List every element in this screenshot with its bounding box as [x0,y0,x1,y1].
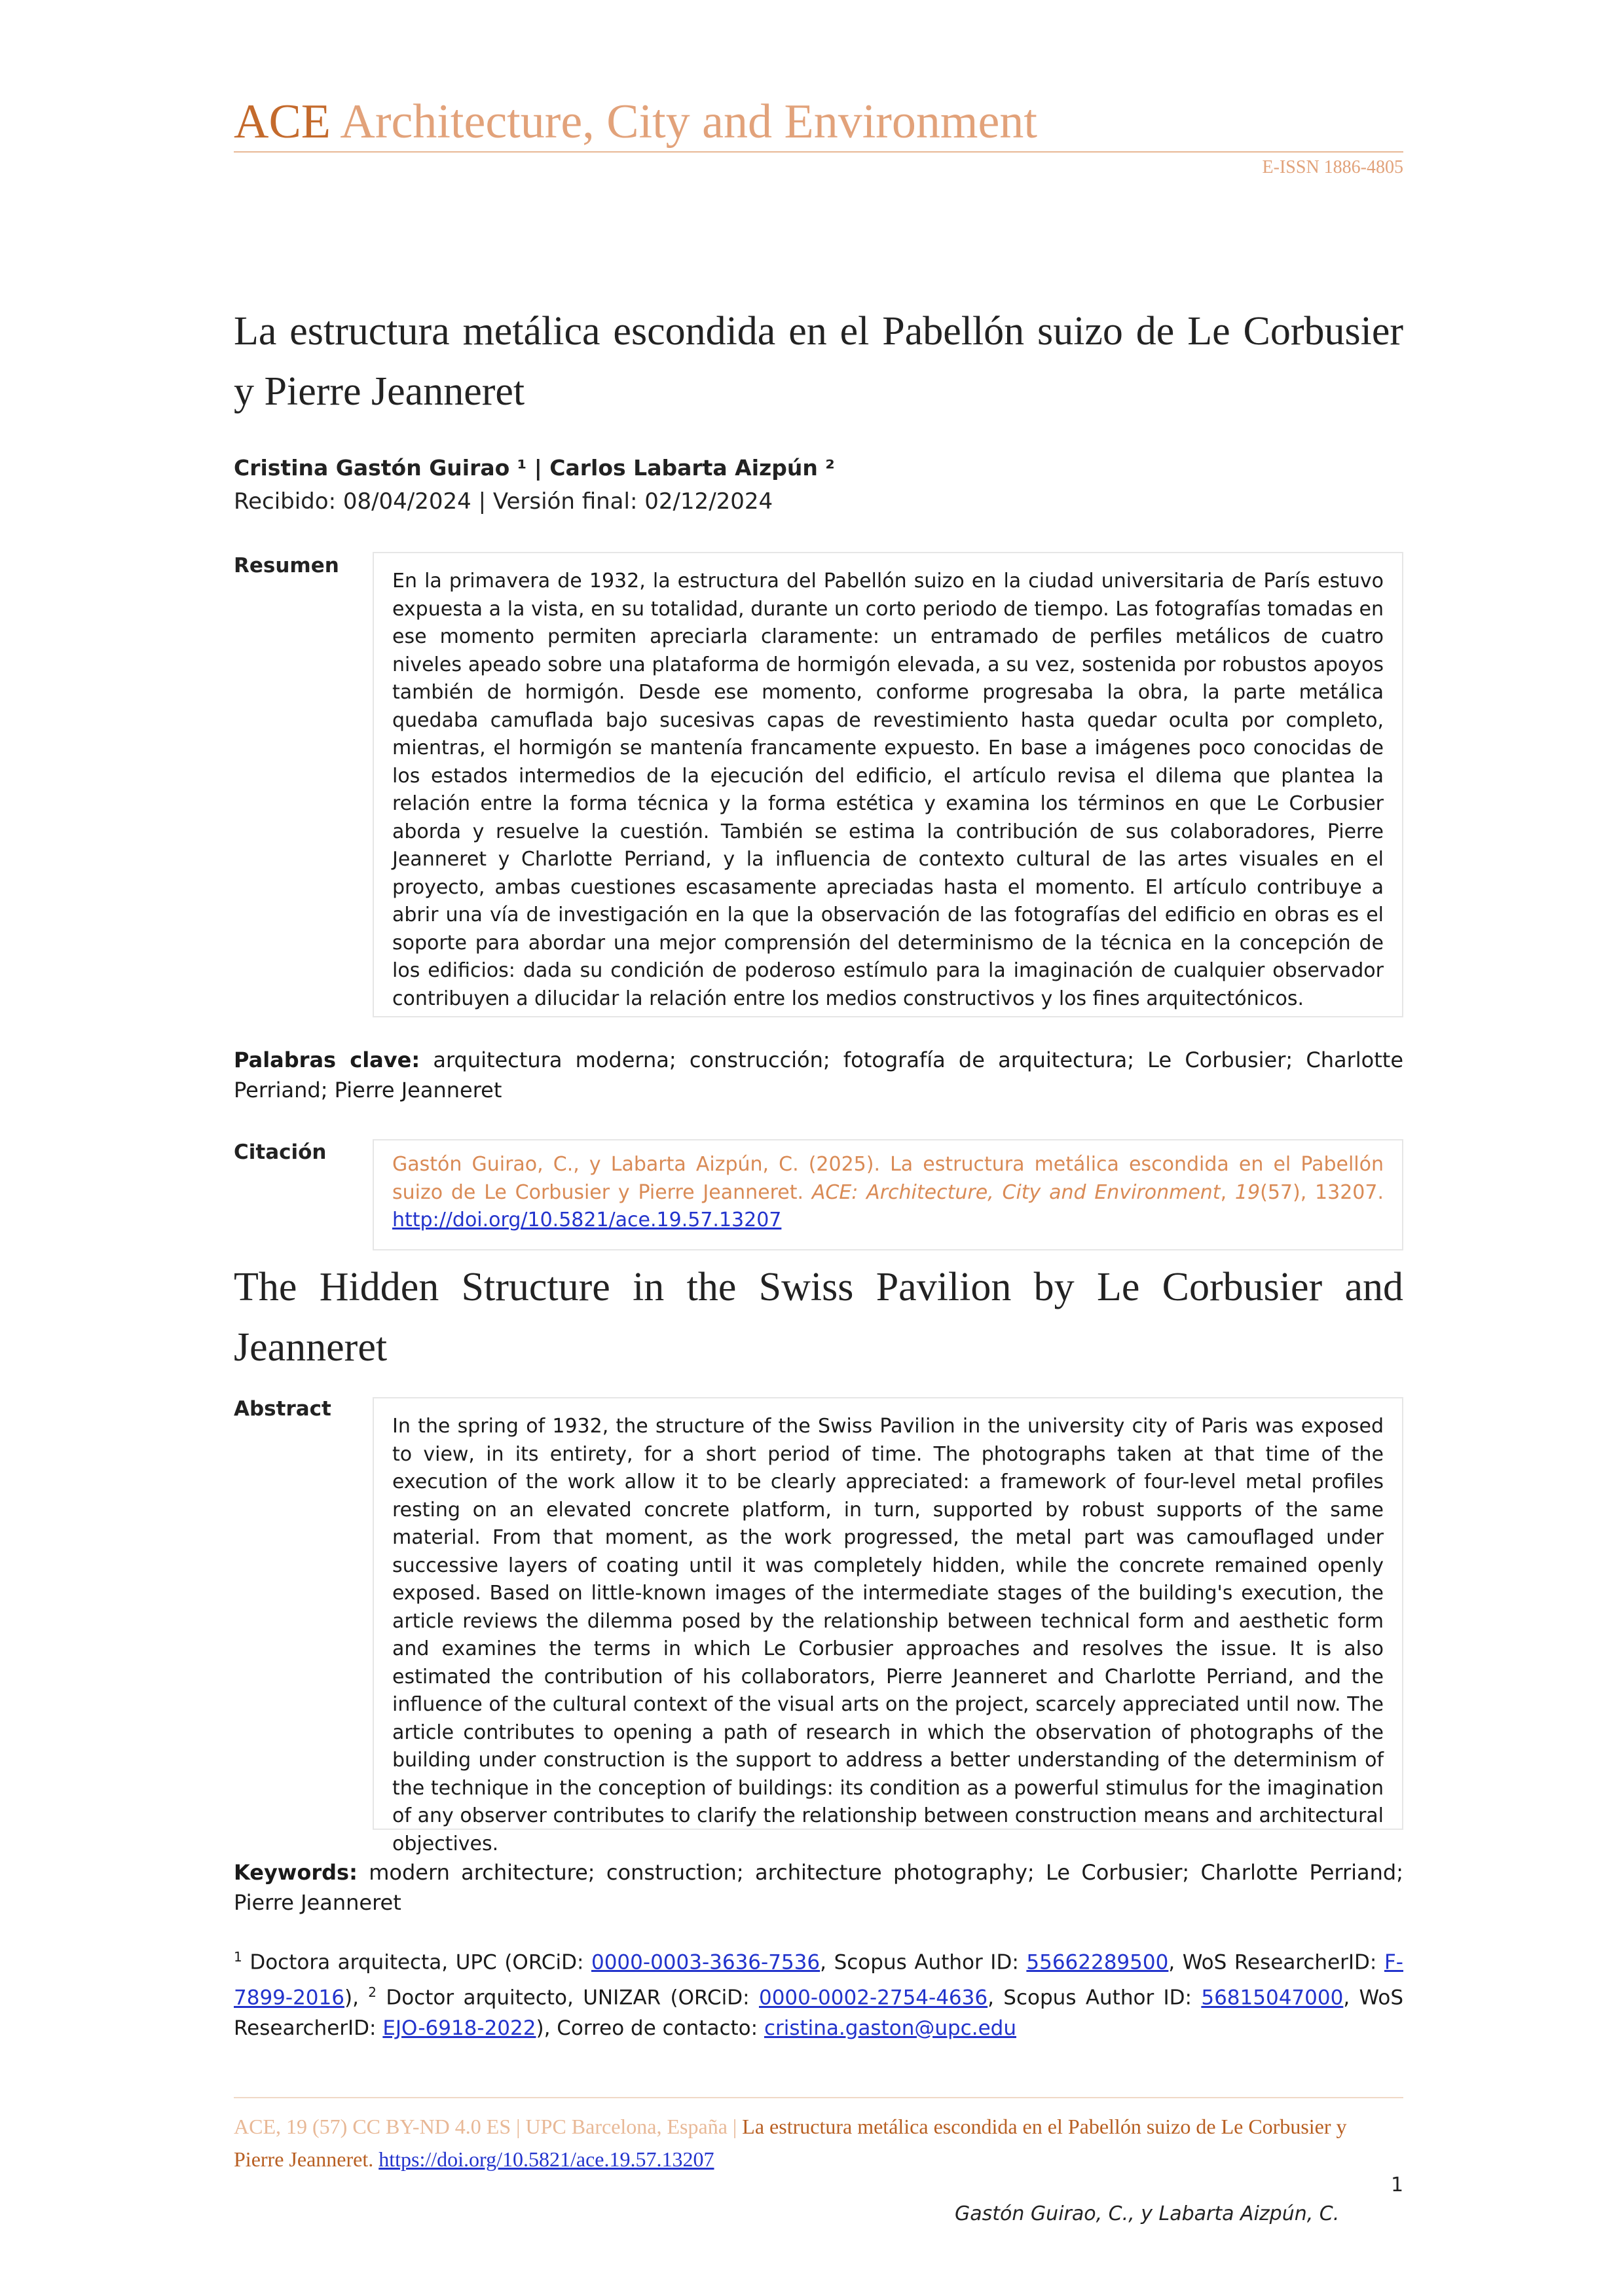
journal-acronym: ACE [234,95,331,149]
journal-name: Architecture, City and Environment [340,95,1037,149]
orcid-link-1[interactable]: 0000-0003-3636-7536 [591,1950,821,1975]
citation-text: Gastón Guirao, C., y Labarta Aizpún, C. (2025). La estructura metálica escondida en el Pabellón suizo de Le Corbusier y Pierre Jeanneret. ACE: Architecture, City and Environment, 19(57), 13207. http://doi.org/10.5821/ace.19.57.13207 [392,1153,1384,1231]
footnote-text: ), [344,1986,369,2010]
footnote-text: , WoS ResearcherID: [234,1986,1404,2040]
footnote-mark-1: 1 [234,1949,242,1965]
keywords-en-label: Keywords: [234,1860,358,1885]
footnote-text: ), Correo de contacto: [536,2016,764,2040]
authors: Cristina Gastón Guirao ¹ | Carlos Labarta Aizpún ² [234,455,835,481]
contact-email-link[interactable]: cristina.gaston@upc.edu [764,2016,1016,2040]
footnote-text: Doctora arquitecta, UPC (ORCiD: [242,1950,591,1975]
citation-journal: ACE: Architecture, City and Environment [811,1180,1221,1204]
citation-label: Citación [234,1140,327,1164]
footnote-text: , Scopus Author ID: [987,1986,1202,2010]
footnote-text: Doctor arquitecto, UNIZAR (ORCiD: [377,1986,759,2010]
article-title-es: La estructura metálica escondida en el Pabellón suizo de Le Corbusier y Pierre Jeanneret [234,309,1403,414]
footnote-text: , WoS ResearcherID: [1168,1950,1384,1975]
wos-link-2[interactable]: EJO-6918-2022 [382,2016,536,2040]
citation-volume: 19 [1234,1180,1261,1204]
author-footnote [234,1942,1403,2043]
orcid-link-2[interactable]: 0000-0002-2754-4636 [758,1986,988,2010]
keywords-en [234,1857,1403,1918]
resumen-label: Resumen [234,554,339,577]
citation-doi-link[interactable]: http://doi.org/10.5821/ace.19.57.13207 [392,1209,782,1231]
footer-title: La estructura metálica escondida en el Pabellón suizo de Le Corbusier y Pierre Jeanneret. [234,2115,1347,2171]
footer-divider [234,2097,1403,2098]
abstract-box [373,1397,1403,1855]
keywords-es-label: Palabras clave: [234,1048,420,1072]
keywords-es [234,1045,1403,1105]
resumen-text: En la primavera de 1932, la estructura del Pabellón suizo en la ciudad universitaria de París estuvo expuesta a la vista, en su totalidad, durante un corto periodo de tiempo. Las fotografías tomadas en ese momento permiten apreciarla claramente: un entramado de perfiles metálicos de cuatro niveles apeado sobre una plataforma de hormigón elevada, a su vez, sostenida por robustos apoyos también de hormigón. Desde ese momento, conforme progresaba la obra, la parte metálica quedaba camuflada bajo sucesivas capas de revestimiento hasta quedar oculta por completo, mientras, el hormigón se mantenía francamente expuesto. En base a imágenes poco conocidas de los estados intermedios de la ejecución del edificio, el artículo revisa el dilema que plantea la relación entre la forma técnica y la forma estética y examina los términos en que Le Corbusier aborda y resuelve la cuestión. También se estima la contribución de sus colaboradores, Pierre Jeanneret y Charlotte Perriand, y la influencia de contexto cultural de las artes visuales en el proyecto, ambas cuestiones escasamente apreciadas hasta el momento. El artículo contribuye a abrir una vía de investigación en la que la observación de las fotografías del edificio en obras es el soporte para abordar una mejor comprensión del determinismo de la técnica en la concepción de los edificios: dada su condición de poderoso estímulo para la imaginación de cualquier observador contribuyen a dilucidar la relación entre los medios constructivos y los fines arquitectónicos. [392,570,1384,1010]
article-title-en: The Hidden Structure in the Swiss Pavilion by Le Corbusier and Jeanneret [234,1265,1403,1370]
scopus-link-2[interactable]: 56815047000 [1201,1986,1344,2010]
citation-box [373,1139,1403,1250]
page-number: 1 [1391,2174,1404,2196]
resumen-box [373,552,1403,1017]
submission-dates: Recibido: 08/04/2024 | Versión final: 02/12/2024 [234,488,773,515]
footer-doi-link[interactable]: https://doi.org/10.5821/ace.19.57.13207 [378,2147,714,2171]
footer-license: ACE, 19 (57) CC BY-ND 4.0 ES | UPC Barcelona, España | [234,2115,743,2138]
abstract-text: In the spring of 1932, the structure of the Swiss Pavilion in the university city of Paris was exposed to view, in its entirety, for a short period of time. The photographs taken at that time of the execution of the work allow it to be clearly appreciated: a framework of four-level metal profiles resting on an elevated concrete platform, in turn, supported by robust supports of the same material. From that moment, as the work progressed, the metal part was camouflaged under successive layers of coating until it was completely hidden, while the concrete remained openly exposed. Based on little-known images of the intermediate stages of the building's execution, the article reviews the dilemma posed by the relationship between technical form and aesthetic form and examines the terms in which Le Corbusier approaches and resolves the issue. It is also estimated the contribution of his collaborators, Pierre Jeanneret and Charlotte Perriand, and the influence of the cultural context of the visual arts on the project, scarcely appreciated until now. The article contributes to opening a path of research in which the observation of photographs of the building under construction is the support to address a better understanding of the determinism of the technique in the conception of buildings: its condition as a powerful stimulus for the imagination of any observer contributes to clarify the relationship between construction means and architectural objectives. [392,1415,1384,1855]
journal-title [234,90,1037,153]
running-author: Gastón Guirao, C., y Labarta Aizpún, C. [955,2202,1340,2225]
footnote-mark-2: 2 [368,1984,377,2001]
scopus-link-1[interactable]: 55662289500 [1026,1950,1169,1975]
wos-link-1[interactable]: F-7899-2016 [234,1950,1403,2010]
citation-issue: (57), 13207. [1260,1180,1384,1204]
footer-citation [234,2110,1347,2176]
abstract-label: Abstract [234,1397,331,1421]
footnote-text: , Scopus Author ID: [820,1950,1027,1975]
header-divider [234,151,1403,153]
keywords-es-text: arquitectura moderna; construcción; fotografía de arquitectura; Le Corbusier; Charlotte Perriand; Pierre Jeanneret [234,1048,1404,1102]
citation-main: Gastón Guirao, C., y Labarta Aizpún, C. (2025). La estructura metálica escondida en el Pabellón suizo de Le Corbusier y Pierre Jeanneret. [392,1153,1384,1204]
issn: E-ISSN 1886-4805 [1262,157,1403,177]
keywords-en-text: modern architecture; construction; architecture photography; Le Corbusier; Charlotte Perriand; Pierre Jeanneret [234,1860,1404,1915]
